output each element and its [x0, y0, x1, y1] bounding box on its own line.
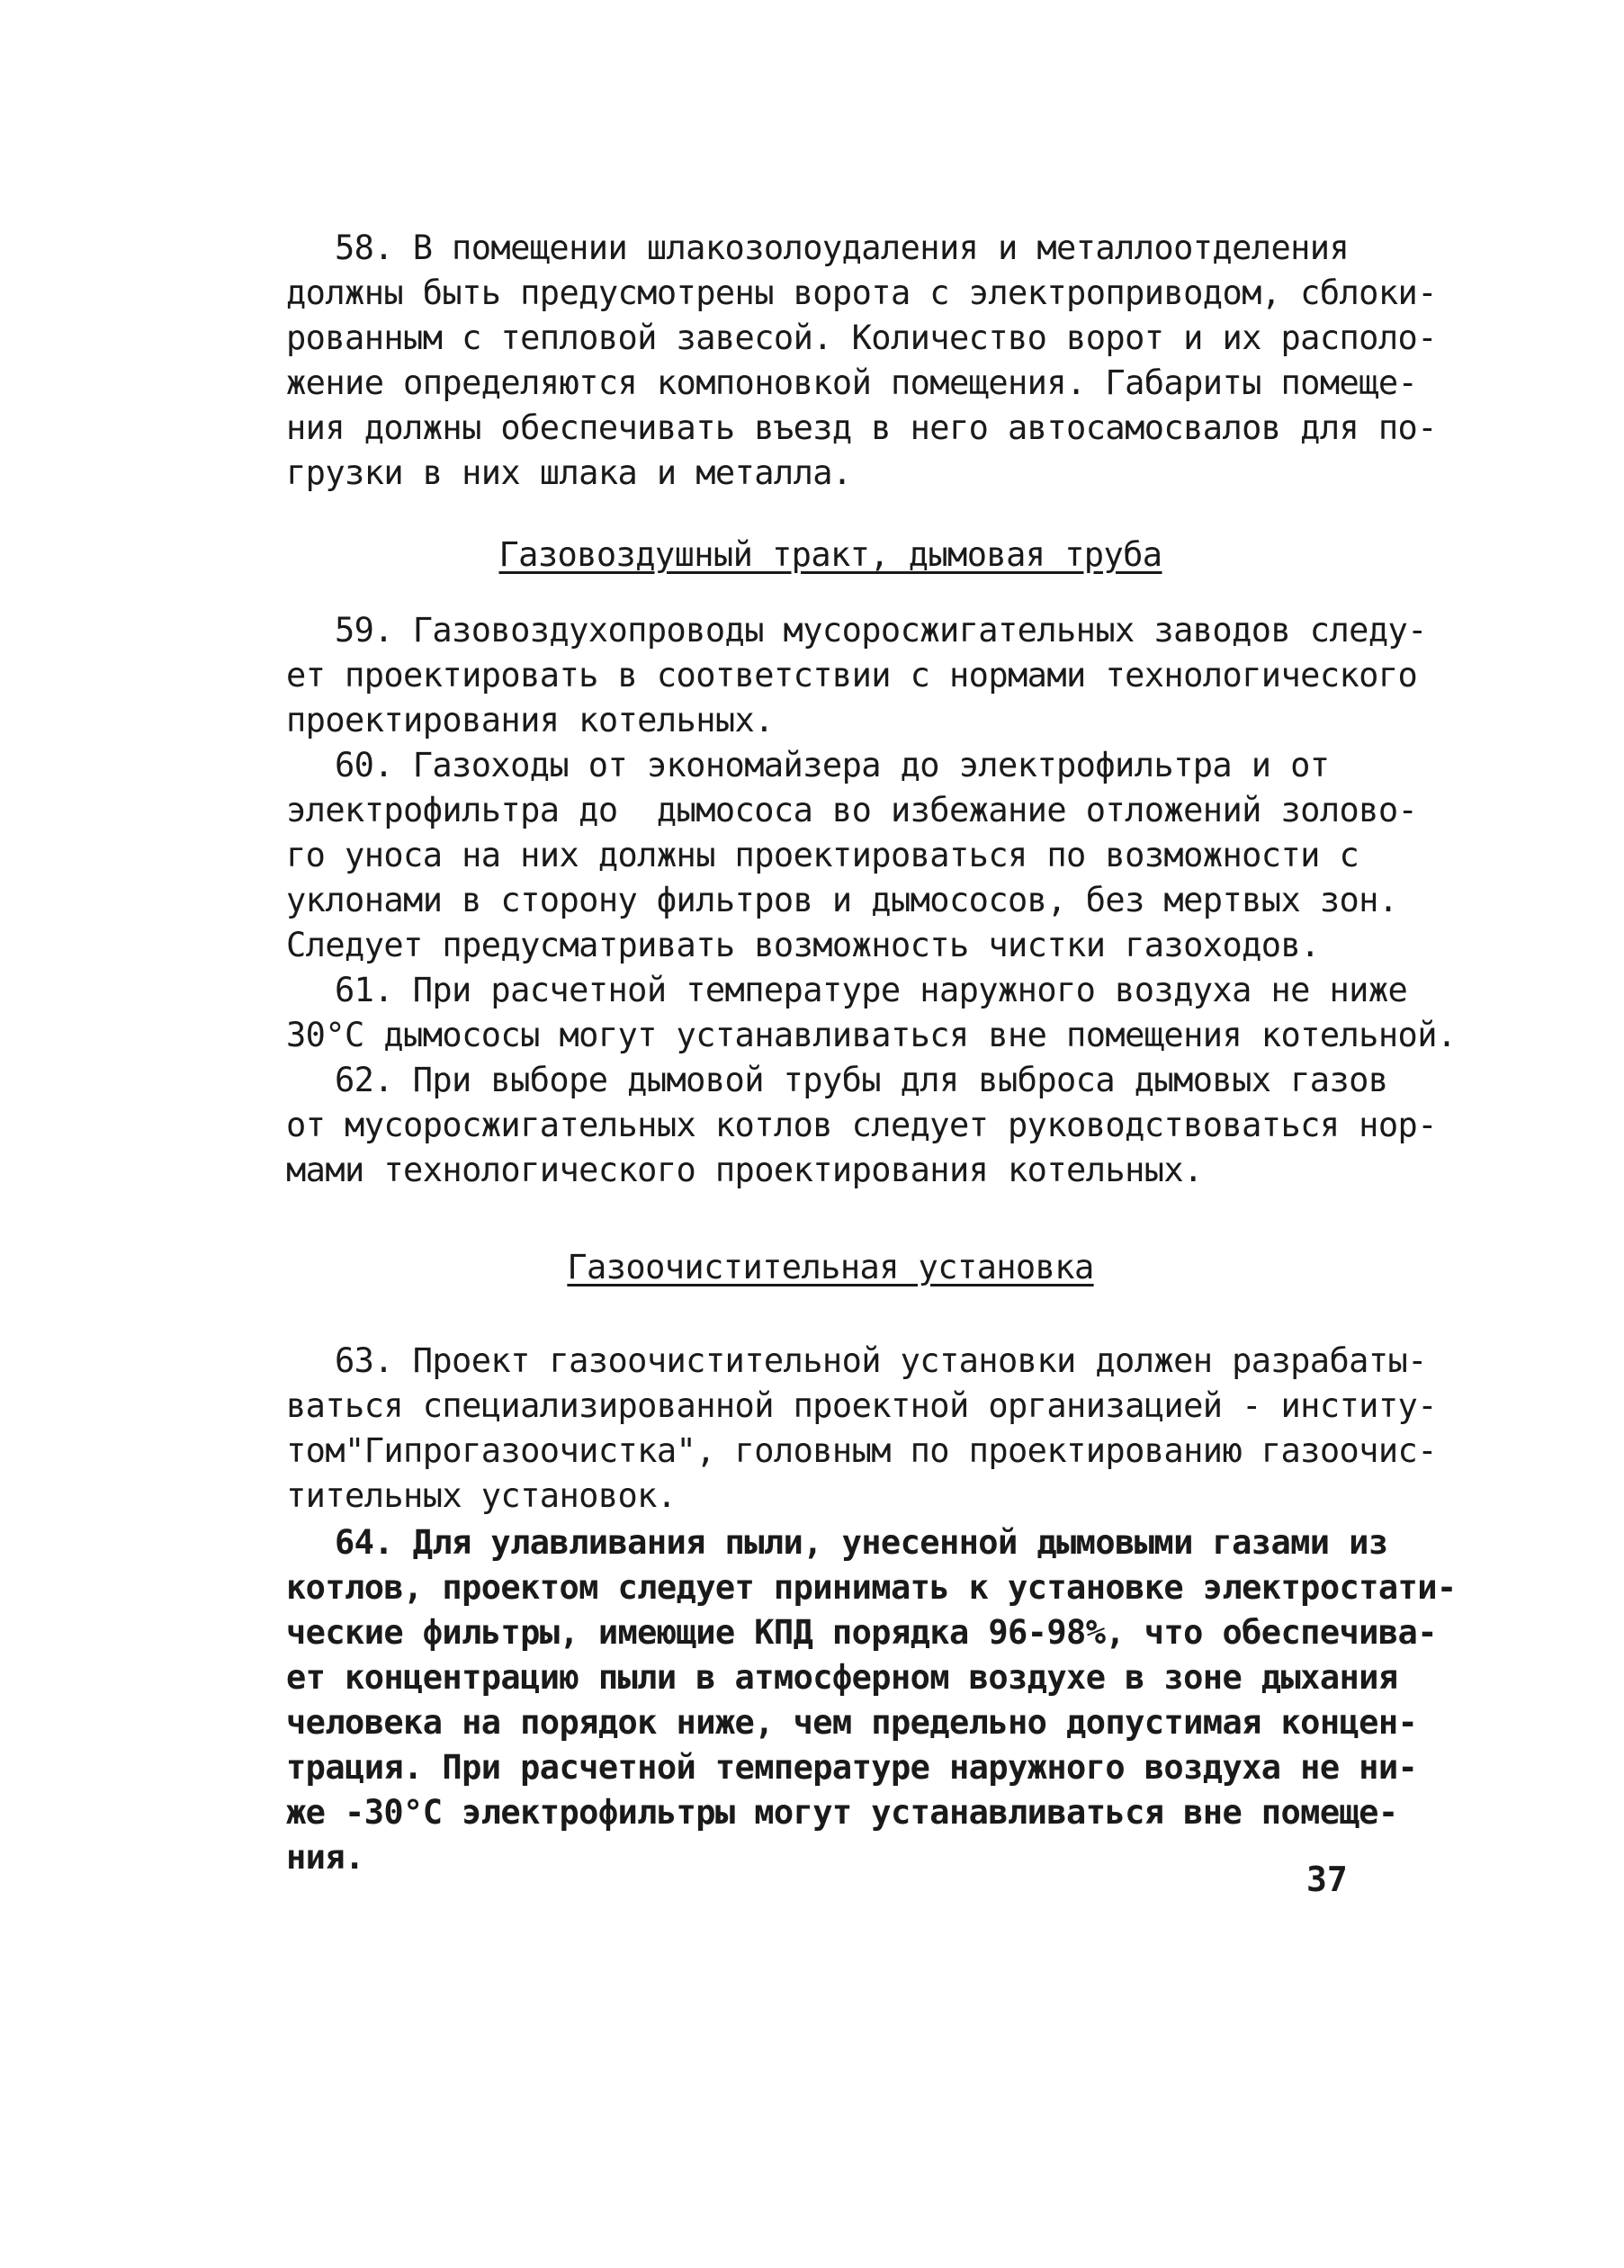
paragraph-line: том"Гипрогазоочистка", головным по проектированию газоочис-: [286, 1431, 1437, 1470]
paragraph-line: 63. Проект газоочистительной установки должен разрабаты-: [335, 1341, 1427, 1380]
paragraph-line: грузки в них шлака и металла.: [286, 453, 852, 492]
page-number: 37: [1306, 1860, 1348, 1899]
paragraph-line: человека на порядок ниже, чем предельно допустимая концен-: [286, 1703, 1418, 1742]
paragraph-line: жение определяются компоновкой помещения. Габариты помеще-: [286, 363, 1418, 402]
paragraph-line: 30°С дымососы могут устанавливаться вне помещения котельной.: [286, 1016, 1457, 1054]
paragraph-line: го уноса на них должны проектироваться по возможности с: [286, 836, 1359, 874]
paragraph-line: от мусоросжигательных котлов следует руководствоваться нор-: [286, 1106, 1437, 1144]
paragraph-line: 59. Газовоздухопроводы мусоросжигательных заводов следу-: [335, 611, 1427, 650]
paragraph-line: 61. При расчетной температуре наружного воздуха не ниже: [335, 971, 1408, 1009]
paragraph-line: 58. В помещении шлакозолоудаления и металлоотделения: [335, 229, 1350, 267]
section-heading: [286, 1245, 1375, 1290]
paragraph-line: рованным с тепловой завесой. Количество ворот и их располо-: [286, 318, 1437, 357]
paragraph-line: ет концентрацию пыли в атмосферном воздухе в зоне дыхания: [286, 1658, 1398, 1697]
paragraph-line: мами технологического проектирования котельных.: [286, 1151, 1203, 1189]
paragraph-line: ния должны обеспечивать въезд в него автосамосвалов для по-: [286, 408, 1437, 447]
section-heading: [286, 533, 1375, 578]
paragraph-line: уклонами в сторону фильтров и дымососов, без мертвых зон.: [286, 881, 1398, 919]
paragraph-line: же -30°С электрофильтры могут устанавливаться вне помеще-: [286, 1793, 1398, 1832]
paragraph-line: ческие фильтры, имеющие КПД порядка 96-98%, что обеспечива-: [286, 1613, 1437, 1652]
paragraph-58: [286, 226, 1437, 496]
paragraph-line: ваться специализированной проектной организацией - институ-: [286, 1386, 1437, 1425]
paragraph-line: тительных установок.: [286, 1476, 677, 1515]
paragraph-line: Следует предусматривать возможность чистки газоходов.: [286, 926, 1320, 964]
paragraph-line: должны быть предусмотрены ворота с электроприводом, сблоки-: [286, 273, 1437, 312]
section-heading-text: Газоочистительная установка: [567, 1248, 1094, 1286]
paragraph-line: 60. Газоходы от экономайзера до электрофильтра и от: [335, 746, 1330, 784]
paragraph-line: 62. При выборе дымовой трубы для выброса дымовых газов: [335, 1061, 1388, 1099]
paragraph-line: ния.: [286, 1838, 364, 1877]
paragraph-63: [286, 1339, 1437, 1519]
paragraph-line: трация. При расчетной температуре наружного воздуха не ни-: [286, 1748, 1418, 1787]
paragraph-line: электрофильтра до дымососа во избежание отложений золово-: [286, 791, 1418, 829]
paragraph-line: ет проектировать в соответствии с нормами технологического: [286, 656, 1418, 695]
section-heading-text: Газовоздушный тракт, дымовая труба: [498, 535, 1162, 574]
paragraph-line: котлов, проектом следует принимать к установке электростати-: [286, 1568, 1457, 1607]
paragraphs-59-62: [286, 608, 1457, 1193]
paragraph-line: 64. Для улавливания пыли, унесенной дымовыми газами из: [335, 1523, 1388, 1562]
paragraph-64: [286, 1520, 1457, 1880]
paragraph-line: проектирования котельных.: [286, 701, 774, 740]
